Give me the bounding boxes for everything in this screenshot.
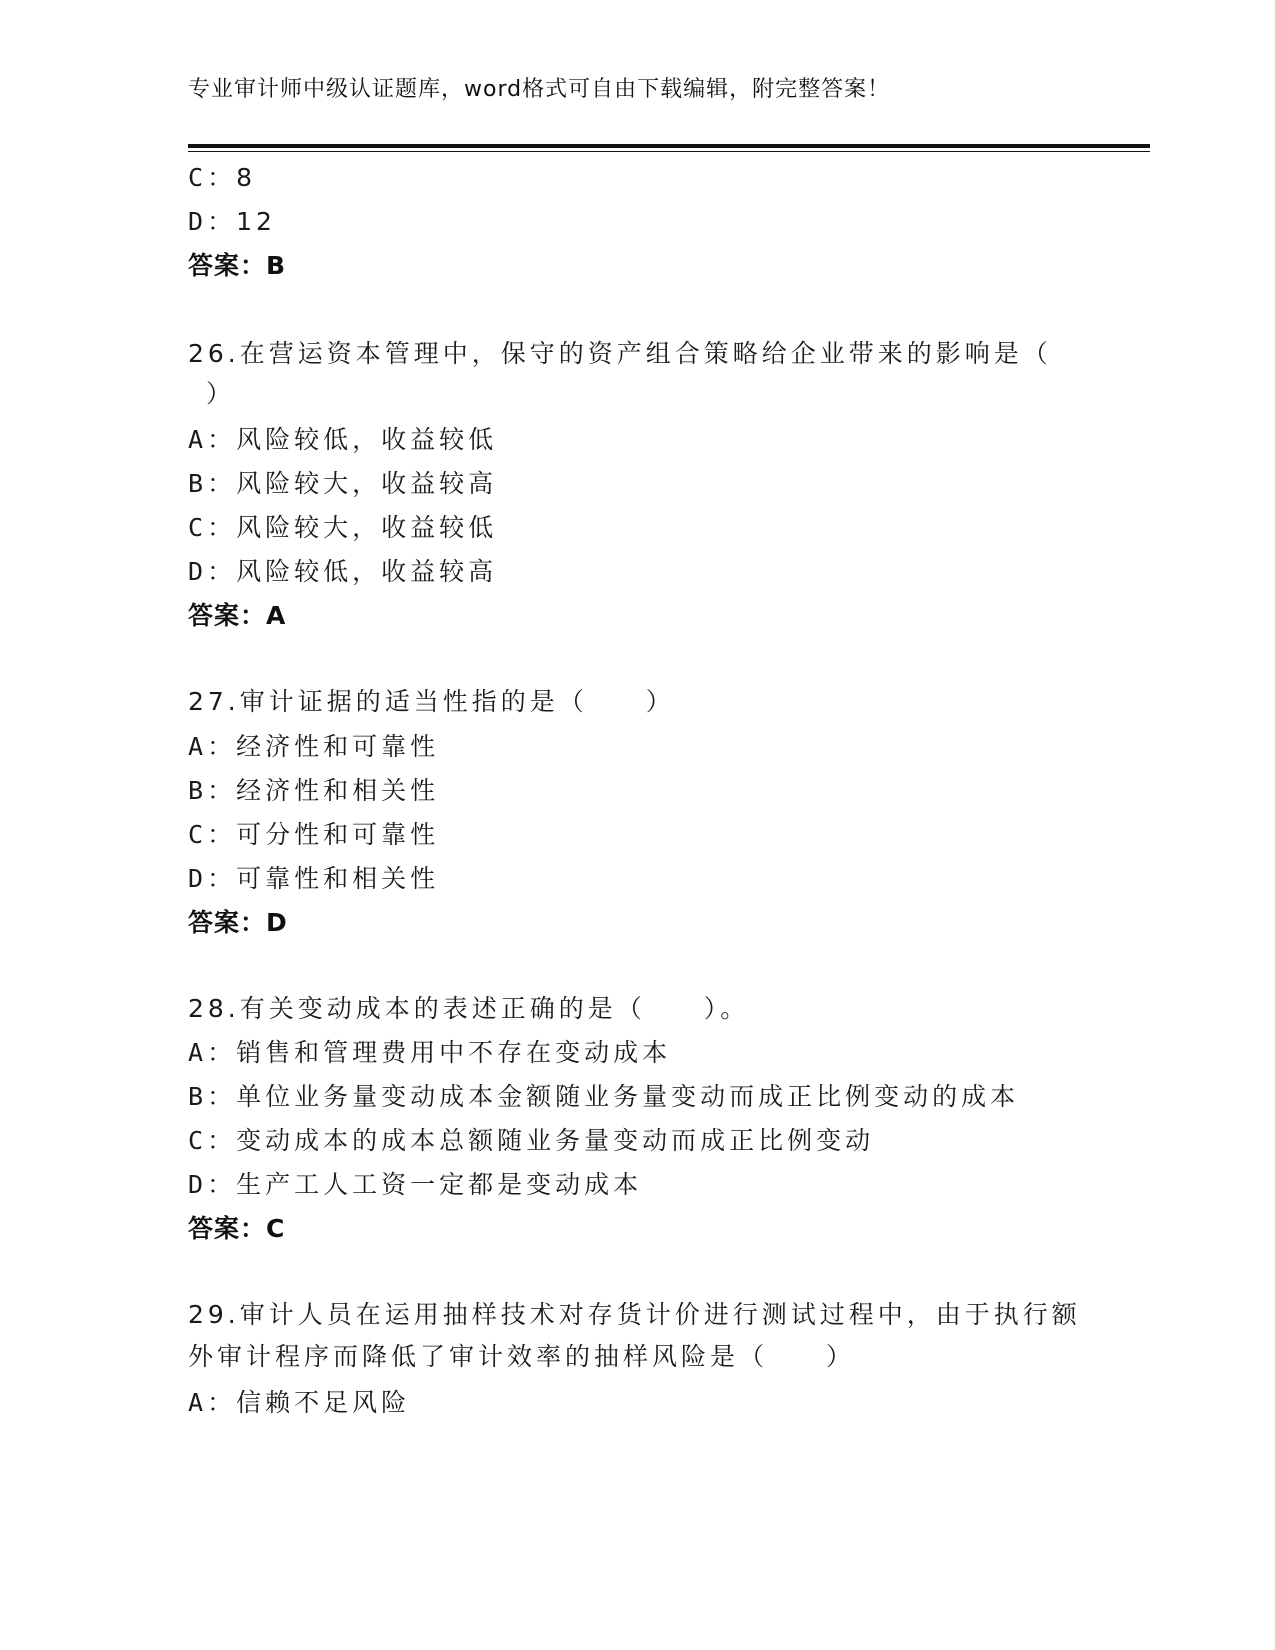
option-separator: ： — [207, 425, 237, 454]
page-header: 专业审计师中级认证题库，word格式可自由下载编辑，附完整答案！ — [188, 77, 891, 102]
option-c — [188, 1121, 874, 1157]
option-key: D — [188, 557, 208, 586]
option-d — [188, 202, 276, 238]
answer-label: 答案：B — [188, 251, 287, 280]
option-separator: ： — [207, 1082, 237, 1111]
option-key: C — [188, 820, 208, 849]
option-text: 可分性和可靠性 — [236, 820, 440, 849]
option-text: 8 — [236, 163, 256, 192]
option-text: 销售和管理费用中不存在变动成本 — [236, 1038, 672, 1067]
option-text: 单位业务量变动成本金额随业务量变动而成正比例变动的成本 — [236, 1082, 1020, 1111]
option-d — [188, 1165, 642, 1201]
option-separator: ： — [207, 776, 237, 805]
option-key: B — [188, 469, 208, 498]
option-b — [188, 771, 439, 807]
option-text: 风险较大，收益较低 — [236, 513, 498, 542]
option-key: A — [188, 1388, 208, 1417]
answer-label: 答案：C — [188, 1214, 286, 1243]
answer-label: 答案：D — [188, 908, 288, 937]
option-a — [188, 1383, 410, 1419]
option-key: C — [188, 1126, 208, 1155]
option-text: 经济性和可靠性 — [236, 732, 440, 761]
option-separator: ： — [207, 163, 237, 192]
option-separator: ： — [207, 1170, 237, 1199]
option-key: A — [188, 425, 208, 454]
option-b — [188, 1077, 1019, 1113]
option-text: 可靠性和相关性 — [236, 864, 440, 893]
option-d — [188, 552, 497, 588]
answer-label: 答案：A — [188, 601, 287, 630]
option-separator: ： — [207, 469, 237, 498]
option-separator: ： — [207, 207, 237, 236]
question-29-text-cont: 外审计程序而降低了审计效率的抽样风险是（ ） — [188, 1342, 856, 1371]
option-key: D — [188, 1170, 208, 1199]
option-c — [188, 158, 256, 194]
option-text: 风险较低，收益较高 — [236, 557, 498, 586]
option-separator: ： — [207, 732, 237, 761]
option-c — [188, 508, 497, 544]
option-separator: ： — [207, 1126, 237, 1155]
header-rule-thick — [188, 144, 1150, 148]
option-separator: ： — [207, 820, 237, 849]
option-a — [188, 420, 497, 456]
option-d — [188, 859, 439, 895]
option-text: 风险较低，收益较低 — [236, 425, 498, 454]
question-29-text: 29.审计人员在运用抽样技术对存货计价进行测试过程中，由于执行额 — [188, 1300, 1081, 1329]
option-a — [188, 727, 439, 763]
option-key: D — [188, 207, 208, 236]
option-key: C — [188, 513, 208, 542]
option-c — [188, 815, 439, 851]
option-b — [188, 464, 497, 500]
option-separator: ： — [207, 864, 237, 893]
option-separator: ： — [207, 1038, 237, 1067]
option-separator: ： — [207, 513, 237, 542]
option-key: A — [188, 732, 208, 761]
question-26-text: 26.在营运资本管理中，保守的资产组合策略给企业带来的影响是（ — [188, 339, 1052, 368]
question-28-text: 28.有关变动成本的表述正确的是（ ）。 — [188, 994, 750, 1023]
question-27-text: 27.审计证据的适当性指的是（ ） — [188, 687, 675, 716]
option-separator: ： — [207, 557, 237, 586]
option-key: A — [188, 1038, 208, 1067]
header-rule-thin — [188, 151, 1150, 152]
option-key: B — [188, 776, 208, 805]
option-key: D — [188, 864, 208, 893]
question-26-text-cont: ） — [206, 379, 236, 408]
option-text: 生产工人工资一定都是变动成本 — [236, 1170, 643, 1199]
option-key: C — [188, 163, 208, 192]
option-text: 风险较大，收益较高 — [236, 469, 498, 498]
option-text: 变动成本的成本总额随业务量变动而成正比例变动 — [236, 1126, 875, 1155]
option-key: B — [188, 1082, 208, 1111]
option-text: 经济性和相关性 — [236, 776, 440, 805]
option-text: 信赖不足风险 — [236, 1388, 411, 1417]
option-a — [188, 1033, 671, 1069]
option-separator: ： — [207, 1388, 237, 1417]
option-text: 12 — [236, 207, 276, 236]
